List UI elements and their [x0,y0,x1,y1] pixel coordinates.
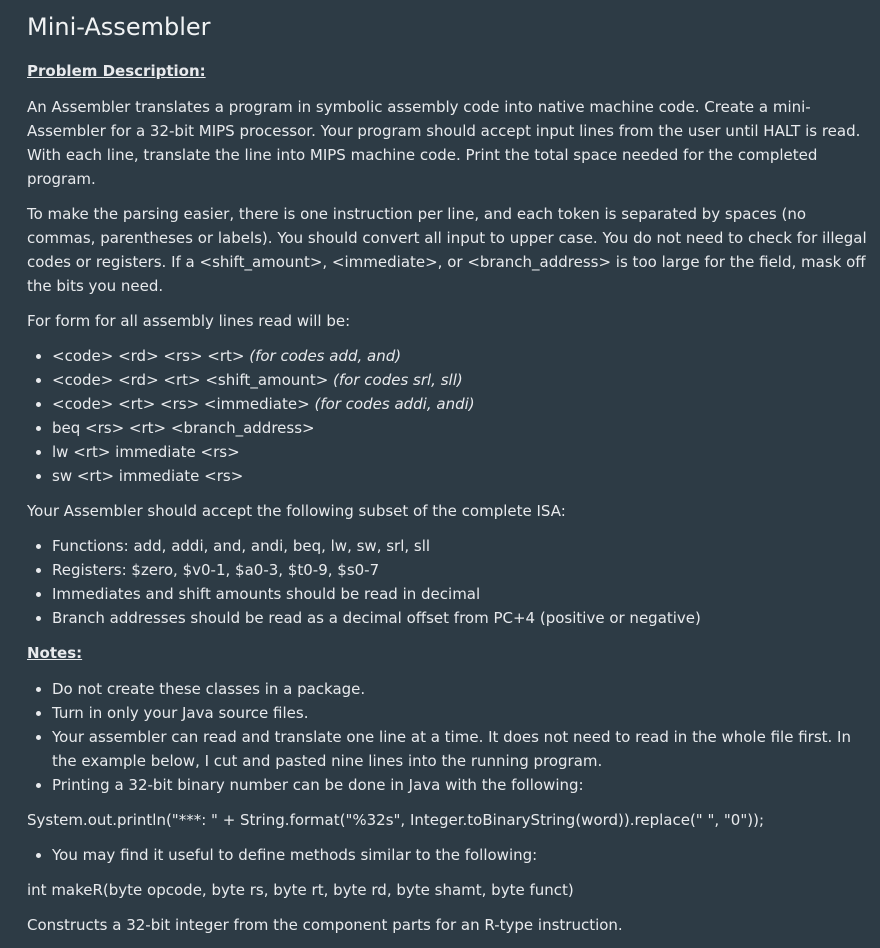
form-item: • <code> <rd> <rs> <rt> (for codes add, and) [52,344,869,368]
method-signature: int makeR(byte opcode, byte rs, byte rt, byte rd, byte shamt, byte funct) [27,881,574,899]
form-item: • <code> <rd> <rt> <shift_amount> (for codes srl, sll) [52,368,869,392]
form-item: • sw <rt> immediate <rs> [52,464,869,488]
page-title: Mini-Assembler [27,13,211,41]
method-description: Constructs a 32-bit integer from the component parts for an R-type instruction. [27,916,623,934]
notes-list [27,677,869,797]
note-item: • Printing a 32-bit binary number can be done in Java with the following: [52,773,869,797]
isa-intro-paragraph: Your Assembler should accept the following subset of the complete ISA: [27,502,566,520]
problem-description-heading: Problem Description: [27,62,206,80]
note-item: • Turn in only your Java source files. [52,701,869,725]
methods-list [27,843,869,867]
note-item: • Do not create these classes in a package. [52,677,869,701]
form-item: • <code> <rt> <rs> <immediate> (for codes addi, andi) [52,392,869,416]
note-item: • You may find it useful to define methods similar to the following: [52,843,869,867]
isa-item: • Branch addresses should be read as a decimal offset from PC+4 (positive or negative) [52,606,869,630]
assignment-page [27,0,869,948]
isa-list [27,534,869,630]
code-example: System.out.println("***: " + String.format("%32s", Integer.toBinaryString(word)).replace(" ", "0")); [27,811,764,829]
isa-item: • Functions: add, addi, and, andi, beq, lw, sw, srl, sll [52,534,869,558]
isa-item: • Immediates and shift amounts should be read in decimal [52,582,869,606]
isa-item: • Registers: $zero, $v0-1, $a0-3, $t0-9, $s0-7 [52,558,869,582]
note-item: • Your assembler can read and translate one line at a time. It does not need to read in the whole file first. In the example below, I cut and pasted nine lines into the running program. [52,725,869,773]
intro-paragraph: An Assembler translates a program in symbolic assembly code into native machine code. Create a mini-Assembler for a 32-bit MIPS processor. Your program should accept input lines from the user until HALT is read. With each line, translate the line into MIPS machine code. Print the total space needed for the completed program. [27,98,861,188]
form-item: • lw <rt> immediate <rs> [52,440,869,464]
notes-heading: Notes: [27,644,83,662]
assembly-forms-list [27,344,869,488]
parsing-paragraph: To make the parsing easier, there is one instruction per line, and each token is separated by spaces (no commas, parentheses or labels). You should convert all input to upper case. You do not need to check for illegal codes or registers. If a <shift_amount>, <immediate>, or <branch_address> is too large for the field, mask off the bits you need. [27,205,867,295]
form-item: • beq <rs> <rt> <branch_address> [52,416,869,440]
form-intro-paragraph: For form for all assembly lines read will be: [27,312,351,330]
